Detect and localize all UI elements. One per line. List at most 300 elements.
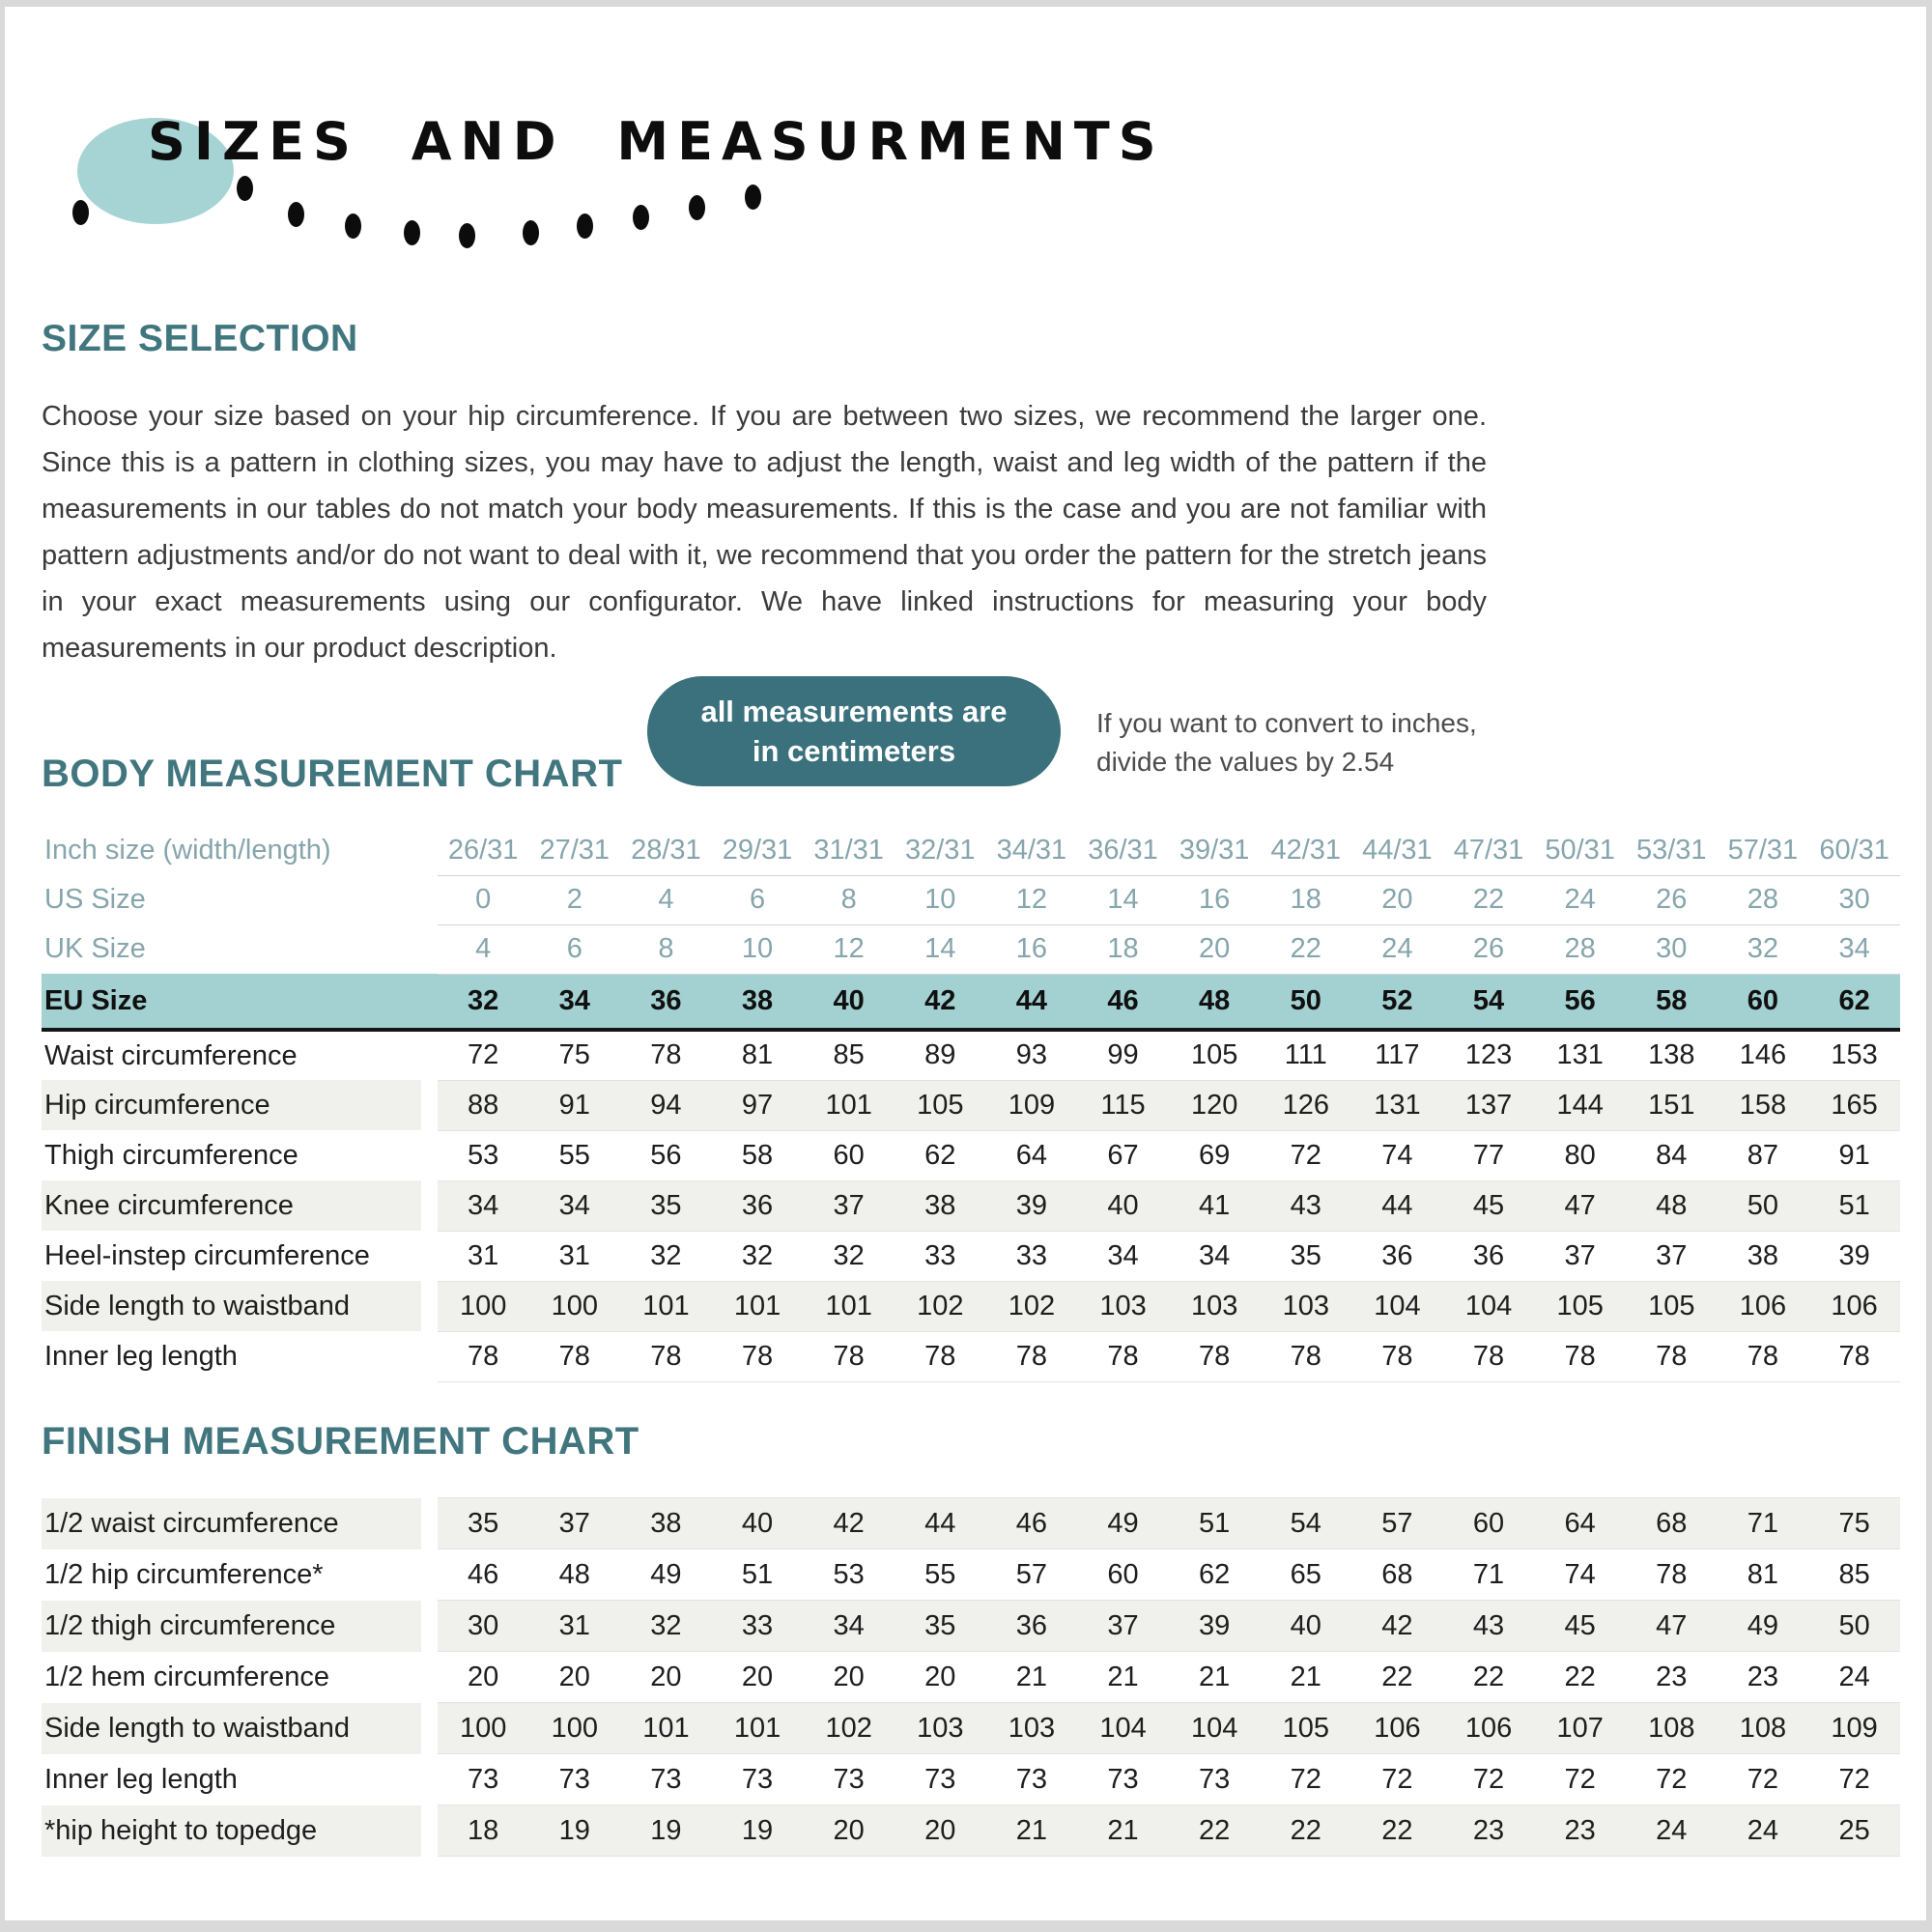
cell-value: 8 (620, 924, 712, 974)
cell-value: 78 (528, 1331, 620, 1381)
cell-value: 40 (803, 974, 895, 1030)
cell-value: 32 (1718, 924, 1809, 974)
cell-value: 57 (986, 1549, 1078, 1601)
cell-value: 35 (620, 1180, 712, 1231)
cell-value: 23 (1443, 1805, 1535, 1857)
cell-value: 45 (1443, 1180, 1535, 1231)
cell-value: 23 (1626, 1652, 1718, 1703)
cell-value: 131 (1534, 1030, 1626, 1080)
cell-value: 28 (1534, 924, 1626, 974)
cell-value: 78 (1351, 1331, 1443, 1381)
cell-value: 106 (1718, 1281, 1809, 1331)
cell-value: 73 (528, 1754, 620, 1805)
cell-value: 103 (1260, 1281, 1351, 1331)
row-label: UK Size (44, 933, 146, 964)
cell-value: 72 (1260, 1754, 1351, 1805)
cell-value: 32/31 (895, 826, 986, 875)
cell-value: 21 (1169, 1652, 1261, 1703)
cell-value: 93 (986, 1030, 1078, 1080)
measurement-row (42, 1498, 1900, 1549)
size-selection-heading: SIZE SELECTION (42, 318, 358, 359)
cell-value: 50 (1260, 974, 1351, 1030)
cell-value: 40 (712, 1498, 804, 1549)
row-label: 1/2 waist circumference (42, 1498, 421, 1549)
measurement-row (42, 1331, 1900, 1381)
cell-value: 10 (895, 875, 986, 924)
cell-value: 22 (1169, 1805, 1261, 1857)
cell-value: 32 (620, 1231, 712, 1281)
cell-value: 101 (803, 1080, 895, 1130)
cell-value: 33 (712, 1601, 804, 1652)
cell-value: 35 (1260, 1231, 1351, 1281)
cell-value: 85 (1808, 1549, 1900, 1601)
row-label: Thigh circumference (44, 1139, 298, 1171)
cell-value: 32 (712, 1231, 804, 1281)
body-chart-heading: BODY MEASUREMENT CHART (42, 753, 623, 795)
cell-value: 72 (1534, 1754, 1626, 1805)
cell-value: 78 (803, 1331, 895, 1381)
cell-value: 73 (803, 1754, 895, 1805)
cell-value: 18 (438, 1805, 529, 1857)
cell-value: 50 (1718, 1180, 1809, 1231)
cell-value: 75 (1808, 1498, 1900, 1549)
cell-value: 24 (1534, 875, 1626, 924)
cell-value: 12 (986, 875, 1078, 924)
cell-value: 32 (620, 1601, 712, 1652)
cell-value: 91 (528, 1080, 620, 1130)
cell-value: 107 (1534, 1703, 1626, 1754)
cell-value: 34 (438, 1180, 529, 1231)
size-selection-paragraph: Choose your size based on your hip circumference. If you are between two sizes, we recommend the larger one. Since this is a pattern in clothing sizes, you may have to adjust the length, waist and leg width of the pattern if the measurements in our tables do not match your body measurements. If this is the case and you are not familiar with pattern adjustments and/or do not want to deal with it, we recommend that you order the pattern for the stretch jeans in your exact measurements using our configurator. We have linked instructions for measuring your body measurements in our product description. (42, 401, 1487, 664)
cell-value: 126 (1260, 1080, 1351, 1130)
cell-value: 73 (620, 1754, 712, 1805)
measurement-row (42, 1601, 1900, 1652)
cell-value: 41 (1169, 1180, 1261, 1231)
cell-value: 106 (1351, 1703, 1443, 1754)
cell-value: 43 (1443, 1601, 1535, 1652)
cell-value: 28 (1718, 875, 1809, 924)
cell-value: 37 (528, 1498, 620, 1549)
column-gutter (421, 1549, 438, 1601)
badge-line2: in centimeters (752, 734, 956, 768)
cell-value: 31 (438, 1231, 529, 1281)
column-gutter (421, 1130, 438, 1180)
cell-value: 24 (1626, 1805, 1718, 1857)
cell-value: 100 (438, 1703, 529, 1754)
cell-value: 10 (712, 924, 804, 974)
cell-value: 100 (528, 1281, 620, 1331)
row-label: Knee circumference (42, 1180, 421, 1231)
cell-value: 37 (1626, 1231, 1718, 1281)
cell-value: 72 (1808, 1754, 1900, 1805)
cell-value: 53 (803, 1549, 895, 1601)
cell-value: 20 (528, 1652, 620, 1703)
cell-value: 101 (620, 1703, 712, 1754)
cell-value: 73 (986, 1754, 1078, 1805)
cell-value: 20 (895, 1652, 986, 1703)
cell-value: 20 (1169, 924, 1261, 974)
cell-value: 22 (1351, 1652, 1443, 1703)
cell-value: 26 (1626, 875, 1718, 924)
cell-value: 28/31 (620, 826, 712, 875)
cell-value: 46 (1077, 974, 1169, 1030)
dot-icon (459, 223, 475, 248)
measurement-row (42, 1130, 1900, 1180)
body-measurement-table (42, 826, 1900, 1382)
cell-value: 78 (1443, 1331, 1535, 1381)
cell-value: 64 (1534, 1498, 1626, 1549)
cell-value: 37 (1534, 1231, 1626, 1281)
cell-value: 165 (1808, 1080, 1900, 1130)
cell-value: 78 (712, 1331, 804, 1381)
cell-value: 101 (620, 1281, 712, 1331)
cell-value: 106 (1443, 1703, 1535, 1754)
cell-value: 26/31 (438, 826, 529, 875)
cell-value: 78 (1626, 1331, 1718, 1381)
cell-value: 26 (1443, 924, 1535, 974)
cell-value: 72 (1260, 1130, 1351, 1180)
cell-value: 39 (1169, 1601, 1261, 1652)
cell-value: 27/31 (528, 826, 620, 875)
cell-value: 78 (1626, 1549, 1718, 1601)
cell-value: 100 (438, 1281, 529, 1331)
cell-value: 2 (528, 875, 620, 924)
cell-value: 25 (1808, 1805, 1900, 1857)
cell-value: 153 (1808, 1030, 1900, 1080)
size-row (42, 875, 1900, 924)
cell-value: 23 (1718, 1652, 1809, 1703)
cell-value: 35 (895, 1601, 986, 1652)
size-row (42, 826, 1900, 875)
cell-value: 36 (1443, 1231, 1535, 1281)
cell-value: 21 (1077, 1805, 1169, 1857)
eu-size-row (42, 974, 1900, 1030)
cell-value: 19 (528, 1805, 620, 1857)
cell-value: 54 (1260, 1498, 1351, 1549)
column-gutter (421, 1652, 438, 1703)
cell-value: 117 (1351, 1030, 1443, 1080)
cell-value: 20 (438, 1652, 529, 1703)
cell-value: 48 (528, 1549, 620, 1601)
cell-value: 20 (620, 1652, 712, 1703)
row-label: Hip circumference (42, 1080, 421, 1130)
column-gutter (421, 1498, 438, 1549)
cell-value: 78 (1534, 1331, 1626, 1381)
cell-value: 78 (438, 1331, 529, 1381)
cell-value: 38 (620, 1498, 712, 1549)
cell-value: 33 (986, 1231, 1078, 1281)
cell-value: 80 (1534, 1130, 1626, 1180)
cell-value: 46 (986, 1498, 1078, 1549)
cell-value: 60 (803, 1130, 895, 1180)
cell-value: 39/31 (1169, 826, 1261, 875)
finish-chart-heading: FINISH MEASUREMENT CHART (42, 1420, 639, 1463)
cell-value: 53/31 (1626, 826, 1718, 875)
cell-value: 100 (528, 1703, 620, 1754)
cell-value: 21 (986, 1805, 1078, 1857)
column-gutter (421, 875, 438, 924)
cell-value: 29/31 (712, 826, 804, 875)
row-label: Inner leg length (44, 1340, 238, 1372)
cell-value: 50 (1808, 1601, 1900, 1652)
cell-value: 73 (1077, 1754, 1169, 1805)
cell-value: 62 (1808, 974, 1900, 1030)
row-label: *hip height to topedge (42, 1805, 421, 1857)
cell-value: 103 (1077, 1281, 1169, 1331)
cell-value: 111 (1260, 1030, 1351, 1080)
cell-value: 51 (1169, 1498, 1261, 1549)
dot-icon (72, 200, 89, 225)
column-gutter (421, 924, 438, 974)
row-label: Heel-instep circumference (44, 1239, 370, 1271)
cell-value: 22 (1534, 1652, 1626, 1703)
cell-value: 49 (620, 1549, 712, 1601)
cell-value: 38 (895, 1180, 986, 1231)
cell-value: 34 (528, 1180, 620, 1231)
cell-value: 78 (1718, 1331, 1809, 1381)
cell-value: 89 (895, 1030, 986, 1080)
cell-value: 97 (712, 1080, 804, 1130)
column-gutter (421, 826, 438, 875)
measurement-row (42, 1180, 1900, 1231)
cell-value: 57/31 (1718, 826, 1809, 875)
cell-value: 20 (1351, 875, 1443, 924)
cell-value: 77 (1443, 1130, 1535, 1180)
cell-value: 99 (1077, 1030, 1169, 1080)
cell-value: 87 (1718, 1130, 1809, 1180)
cell-value: 151 (1626, 1080, 1718, 1130)
cell-value: 106 (1808, 1281, 1900, 1331)
centimeters-badge (647, 676, 1061, 786)
cell-value: 78 (1077, 1331, 1169, 1381)
cell-value: 120 (1169, 1080, 1261, 1130)
cell-value: 65 (1260, 1549, 1351, 1601)
cell-value: 36/31 (1077, 826, 1169, 875)
cell-value: 78 (620, 1030, 712, 1080)
cell-value: 105 (1169, 1030, 1261, 1080)
dot-icon (689, 195, 705, 220)
column-gutter (421, 1805, 438, 1857)
cell-value: 146 (1718, 1030, 1809, 1080)
cell-value: 47 (1534, 1180, 1626, 1231)
cell-value: 105 (1260, 1703, 1351, 1754)
cell-value: 108 (1718, 1703, 1809, 1754)
column-gutter (421, 974, 438, 1030)
cell-value: 36 (712, 1180, 804, 1231)
cell-value: 105 (895, 1080, 986, 1130)
cell-value: 131 (1351, 1080, 1443, 1130)
dot-icon (523, 220, 539, 245)
cell-value: 88 (438, 1080, 529, 1130)
column-gutter (421, 1180, 438, 1231)
dot-icon (633, 205, 649, 230)
row-label: 1/2 hip circumference* (44, 1558, 324, 1590)
measurement-row (42, 1030, 1900, 1080)
measurement-row (42, 1703, 1900, 1754)
cell-value: 16 (1169, 875, 1261, 924)
cell-value: 19 (620, 1805, 712, 1857)
cell-value: 62 (895, 1130, 986, 1180)
cell-value: 48 (1169, 974, 1261, 1030)
cell-value: 4 (438, 924, 529, 974)
cell-value: 46 (438, 1549, 529, 1601)
measurement-row (42, 1231, 1900, 1281)
cell-value: 32 (438, 974, 529, 1030)
cell-value: 68 (1351, 1549, 1443, 1601)
finish-measurement-table (42, 1497, 1900, 1857)
cell-value: 71 (1443, 1549, 1535, 1601)
column-gutter (421, 1703, 438, 1754)
note-line1: If you want to convert to inches, (1096, 708, 1477, 738)
cell-value: 6 (528, 924, 620, 974)
cell-value: 40 (1077, 1180, 1169, 1231)
cell-value: 36 (1351, 1231, 1443, 1281)
cell-value: 78 (1169, 1331, 1261, 1381)
cell-value: 78 (895, 1331, 986, 1381)
cell-value: 58 (712, 1130, 804, 1180)
cell-value: 54 (1443, 974, 1535, 1030)
cell-value: 34 (528, 974, 620, 1030)
cell-value: 108 (1626, 1703, 1718, 1754)
cell-value: 39 (1808, 1231, 1900, 1281)
cell-value: 44 (1351, 1180, 1443, 1231)
cell-value: 42 (895, 974, 986, 1030)
cell-value: 37 (803, 1180, 895, 1231)
row-label: Waist circumference (44, 1039, 298, 1071)
cell-value: 42 (1351, 1601, 1443, 1652)
cell-value: 22 (1443, 875, 1535, 924)
column-gutter (421, 1601, 438, 1652)
cell-value: 22 (1351, 1805, 1443, 1857)
cell-value: 49 (1718, 1601, 1809, 1652)
cell-value: 75 (528, 1030, 620, 1080)
cell-value: 72 (438, 1030, 529, 1080)
cell-value: 30 (438, 1601, 529, 1652)
cell-value: 31/31 (803, 826, 895, 875)
cell-value: 51 (1808, 1180, 1900, 1231)
cell-value: 115 (1077, 1080, 1169, 1130)
cell-value: 52 (1351, 974, 1443, 1030)
cell-value: 16 (986, 924, 1078, 974)
cell-value: 21 (986, 1652, 1078, 1703)
cell-value: 105 (1534, 1281, 1626, 1331)
cell-value: 105 (1626, 1281, 1718, 1331)
cell-value: 14 (1077, 875, 1169, 924)
cell-value: 73 (1169, 1754, 1261, 1805)
cell-value: 72 (1443, 1754, 1535, 1805)
cell-value: 49 (1077, 1498, 1169, 1549)
cell-value: 14 (895, 924, 986, 974)
row-label: EU Size (42, 974, 421, 1030)
inches-conversion-note (1096, 704, 1477, 781)
cell-value: 64 (986, 1130, 1078, 1180)
cell-value: 34 (1808, 924, 1900, 974)
cell-value: 34/31 (986, 826, 1078, 875)
cell-value: 73 (895, 1754, 986, 1805)
cell-value: 101 (712, 1703, 804, 1754)
cell-value: 20 (895, 1805, 986, 1857)
cell-value: 104 (1443, 1281, 1535, 1331)
cell-value: 47 (1626, 1601, 1718, 1652)
dot-icon (345, 213, 361, 239)
cell-value: 31 (528, 1231, 620, 1281)
cell-value: 123 (1443, 1030, 1535, 1080)
dot-icon (745, 185, 761, 210)
cell-value: 45 (1534, 1601, 1626, 1652)
cell-value: 8 (803, 875, 895, 924)
cell-value: 33 (895, 1231, 986, 1281)
measurement-row (42, 1549, 1900, 1601)
cell-value: 78 (1260, 1331, 1351, 1381)
row-label: Side length to waistband (42, 1281, 421, 1331)
cell-value: 94 (620, 1080, 712, 1130)
cell-value: 60 (1718, 974, 1809, 1030)
row-label: Side length to waistband (42, 1703, 421, 1754)
cell-value: 73 (438, 1754, 529, 1805)
cell-value: 21 (1077, 1652, 1169, 1703)
cell-value: 51 (712, 1549, 804, 1601)
cell-value: 20 (803, 1805, 895, 1857)
cell-value: 101 (803, 1281, 895, 1331)
cell-value: 20 (712, 1652, 804, 1703)
cell-value: 56 (1534, 974, 1626, 1030)
cell-value: 22 (1443, 1652, 1535, 1703)
cell-value: 24 (1718, 1805, 1809, 1857)
cell-value: 138 (1626, 1030, 1718, 1080)
cell-value: 84 (1626, 1130, 1718, 1180)
cell-value: 35 (438, 1498, 529, 1549)
cell-value: 42/31 (1260, 826, 1351, 875)
cell-value: 48 (1626, 1180, 1718, 1231)
cell-value: 103 (986, 1703, 1078, 1754)
cell-value: 103 (1169, 1281, 1261, 1331)
measurement-row (42, 1652, 1900, 1703)
row-label: US Size (44, 884, 146, 915)
cell-value: 74 (1351, 1130, 1443, 1180)
cell-value: 57 (1351, 1498, 1443, 1549)
cell-value: 71 (1718, 1498, 1809, 1549)
cell-value: 158 (1718, 1080, 1809, 1130)
cell-value: 104 (1077, 1703, 1169, 1754)
cell-value: 137 (1443, 1080, 1535, 1130)
dot-icon (404, 220, 420, 245)
cell-value: 74 (1534, 1549, 1626, 1601)
cell-value: 18 (1077, 924, 1169, 974)
cell-value: 32 (803, 1231, 895, 1281)
badge-line1: all measurements are (700, 695, 1008, 728)
cell-value: 42 (803, 1498, 895, 1549)
cell-value: 67 (1077, 1130, 1169, 1180)
cell-value: 43 (1260, 1180, 1351, 1231)
cell-value: 85 (803, 1030, 895, 1080)
cell-value: 23 (1534, 1805, 1626, 1857)
cell-value: 12 (803, 924, 895, 974)
cell-value: 31 (528, 1601, 620, 1652)
cell-value: 38 (1718, 1231, 1809, 1281)
cell-value: 53 (438, 1130, 529, 1180)
cell-value: 60 (1443, 1498, 1535, 1549)
cell-value: 102 (895, 1281, 986, 1331)
cell-value: 78 (1808, 1331, 1900, 1381)
column-gutter (421, 1231, 438, 1281)
cell-value: 103 (895, 1703, 986, 1754)
dot-icon (577, 213, 593, 239)
cell-value: 36 (986, 1601, 1078, 1652)
cell-value: 56 (620, 1130, 712, 1180)
cell-value: 22 (1260, 1805, 1351, 1857)
cell-value: 72 (1718, 1754, 1809, 1805)
cell-value: 6 (712, 875, 804, 924)
